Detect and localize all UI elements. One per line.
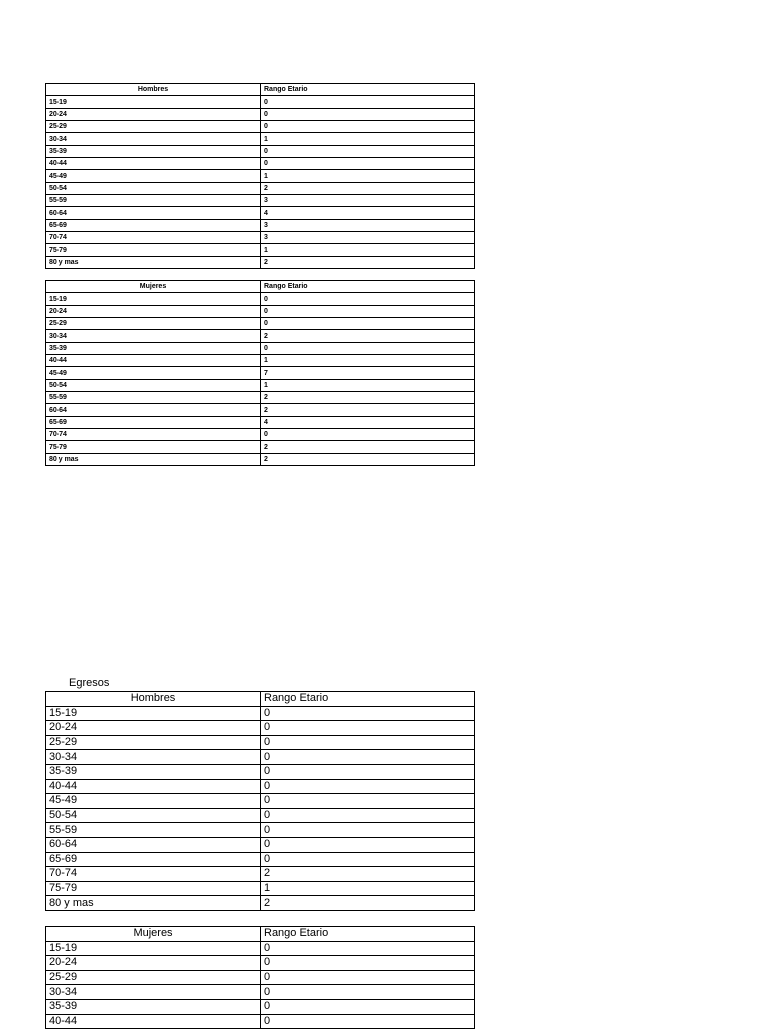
count-cell: 0 [261,956,475,971]
count-cell: 4 [261,207,475,219]
count-cell: 3 [261,195,475,207]
count-cell: 0 [261,735,475,750]
count-cell: 0 [261,108,475,120]
age-range-cell: 25-29 [46,121,261,133]
table-row [46,392,475,404]
count-cell: 0 [261,808,475,823]
age-range-cell: 55-59 [46,823,261,838]
count-cell: 0 [261,999,475,1014]
age-range-cell: 45-49 [46,170,261,182]
column-header-sex: Mujeres [46,281,261,293]
age-range-cell: 15-19 [46,941,261,956]
age-range-cell: 35-39 [46,145,261,157]
count-cell: 2 [261,441,475,453]
table-header-row [46,281,475,293]
age-range-cell: 80 y mas [46,256,261,268]
age-range-cell: 40-44 [46,779,261,794]
age-range-cell: 50-54 [46,808,261,823]
column-header-rango-etario: Rango Etario [261,927,475,942]
age-range-cell: 30-34 [46,985,261,1000]
table-row [46,429,475,441]
table-row [46,808,475,823]
age-range-cell: 30-34 [46,750,261,765]
table-row [46,195,475,207]
age-range-cell: 15-19 [46,706,261,721]
table-header-row [46,692,475,707]
hombres-table [45,83,475,269]
age-range-cell: 20-24 [46,956,261,971]
table-row [46,293,475,305]
mujeres-table [45,280,475,466]
age-range-cell: 50-54 [46,182,261,194]
count-cell: 0 [261,721,475,736]
table-row [46,985,475,1000]
count-cell: 0 [261,706,475,721]
count-cell: 1 [261,881,475,896]
table-row [46,764,475,779]
table-row [46,207,475,219]
table-row [46,121,475,133]
age-range-cell: 40-44 [46,355,261,367]
count-cell: 0 [261,158,475,170]
age-range-cell: 60-64 [46,837,261,852]
table-row [46,970,475,985]
age-range-cell: 80 y mas [46,453,261,465]
age-range-cell: 65-69 [46,852,261,867]
column-header-rango-etario: Rango Etario [261,281,475,293]
table-row [46,145,475,157]
age-range-cell: 30-34 [46,330,261,342]
count-cell: 3 [261,219,475,231]
count-cell: 1 [261,133,475,145]
table-row [46,305,475,317]
table-row [46,170,475,182]
count-cell: 3 [261,232,475,244]
table-row [46,96,475,108]
table-row [46,453,475,465]
table-row [46,852,475,867]
table-row [46,823,475,838]
count-cell: 0 [261,1014,475,1029]
count-cell: 0 [261,305,475,317]
table-row [46,735,475,750]
age-range-cell: 60-64 [46,404,261,416]
age-range-cell: 75-79 [46,244,261,256]
table-row [46,999,475,1014]
table-row [46,441,475,453]
count-cell: 1 [261,244,475,256]
count-cell: 0 [261,342,475,354]
count-cell: 1 [261,355,475,367]
table-row [46,158,475,170]
age-range-cell: 75-79 [46,441,261,453]
count-cell: 2 [261,896,475,911]
table-row [46,750,475,765]
count-cell: 2 [261,867,475,882]
age-range-cell: 25-29 [46,735,261,750]
table-row [46,941,475,956]
count-cell: 0 [261,96,475,108]
table-row [46,367,475,379]
table-row [46,244,475,256]
section-title-egresos: Egresos [69,677,110,689]
count-cell: 0 [261,970,475,985]
age-range-cell: 75-79 [46,881,261,896]
table-row [46,342,475,354]
count-cell: 2 [261,453,475,465]
age-range-cell: 40-44 [46,158,261,170]
count-cell: 1 [261,379,475,391]
age-range-cell: 80 y mas [46,896,261,911]
age-range-cell: 65-69 [46,416,261,428]
table-row [46,232,475,244]
age-range-cell: 55-59 [46,195,261,207]
table-header-row [46,84,475,96]
age-range-cell: 50-54 [46,379,261,391]
table-row [46,867,475,882]
count-cell: 0 [261,837,475,852]
egresos-mujeres-table [45,926,475,1029]
count-cell: 0 [261,318,475,330]
count-cell: 0 [261,941,475,956]
age-range-cell: 45-49 [46,794,261,809]
table-row [46,837,475,852]
table-row [46,355,475,367]
table-row [46,330,475,342]
count-cell: 4 [261,416,475,428]
column-header-sex: Hombres [46,692,261,707]
age-range-cell: 45-49 [46,367,261,379]
count-cell: 0 [261,764,475,779]
table-row [46,108,475,120]
table-row [46,794,475,809]
count-cell: 0 [261,779,475,794]
age-range-cell: 30-34 [46,133,261,145]
count-cell: 2 [261,182,475,194]
column-header-rango-etario: Rango Etario [261,692,475,707]
table-row [46,256,475,268]
age-range-cell: 25-29 [46,318,261,330]
column-header-sex: Hombres [46,84,261,96]
count-cell: 2 [261,256,475,268]
count-cell: 0 [261,985,475,1000]
age-range-cell: 70-74 [46,232,261,244]
age-range-cell: 35-39 [46,342,261,354]
table-row [46,721,475,736]
count-cell: 0 [261,794,475,809]
count-cell: 0 [261,750,475,765]
count-cell: 2 [261,404,475,416]
table-row [46,881,475,896]
age-range-cell: 20-24 [46,108,261,120]
age-range-cell: 70-74 [46,429,261,441]
table-row [46,896,475,911]
column-header-sex: Mujeres [46,927,261,942]
count-cell: 0 [261,852,475,867]
table-row [46,219,475,231]
count-cell: 0 [261,121,475,133]
age-range-cell: 70-74 [46,867,261,882]
age-range-cell: 65-69 [46,219,261,231]
table-row [46,133,475,145]
age-range-cell: 20-24 [46,305,261,317]
age-range-cell: 40-44 [46,1014,261,1029]
table-header-row [46,927,475,942]
count-cell: 0 [261,823,475,838]
count-cell: 0 [261,145,475,157]
table-row [46,779,475,794]
age-range-cell: 20-24 [46,721,261,736]
age-range-cell: 15-19 [46,293,261,305]
table-row [46,379,475,391]
age-range-cell: 15-19 [46,96,261,108]
age-range-cell: 25-29 [46,970,261,985]
age-range-cell: 55-59 [46,392,261,404]
count-cell: 1 [261,170,475,182]
table-row [46,706,475,721]
table-row [46,416,475,428]
table-row [46,1014,475,1029]
age-range-cell: 60-64 [46,207,261,219]
count-cell: 0 [261,429,475,441]
table-row [46,956,475,971]
table-row [46,318,475,330]
age-range-cell: 35-39 [46,999,261,1014]
table-row [46,182,475,194]
count-cell: 0 [261,293,475,305]
count-cell: 2 [261,330,475,342]
table-row [46,404,475,416]
column-header-rango-etario: Rango Etario [261,84,475,96]
egresos-hombres-table [45,691,475,911]
count-cell: 7 [261,367,475,379]
age-range-cell: 35-39 [46,764,261,779]
count-cell: 2 [261,392,475,404]
